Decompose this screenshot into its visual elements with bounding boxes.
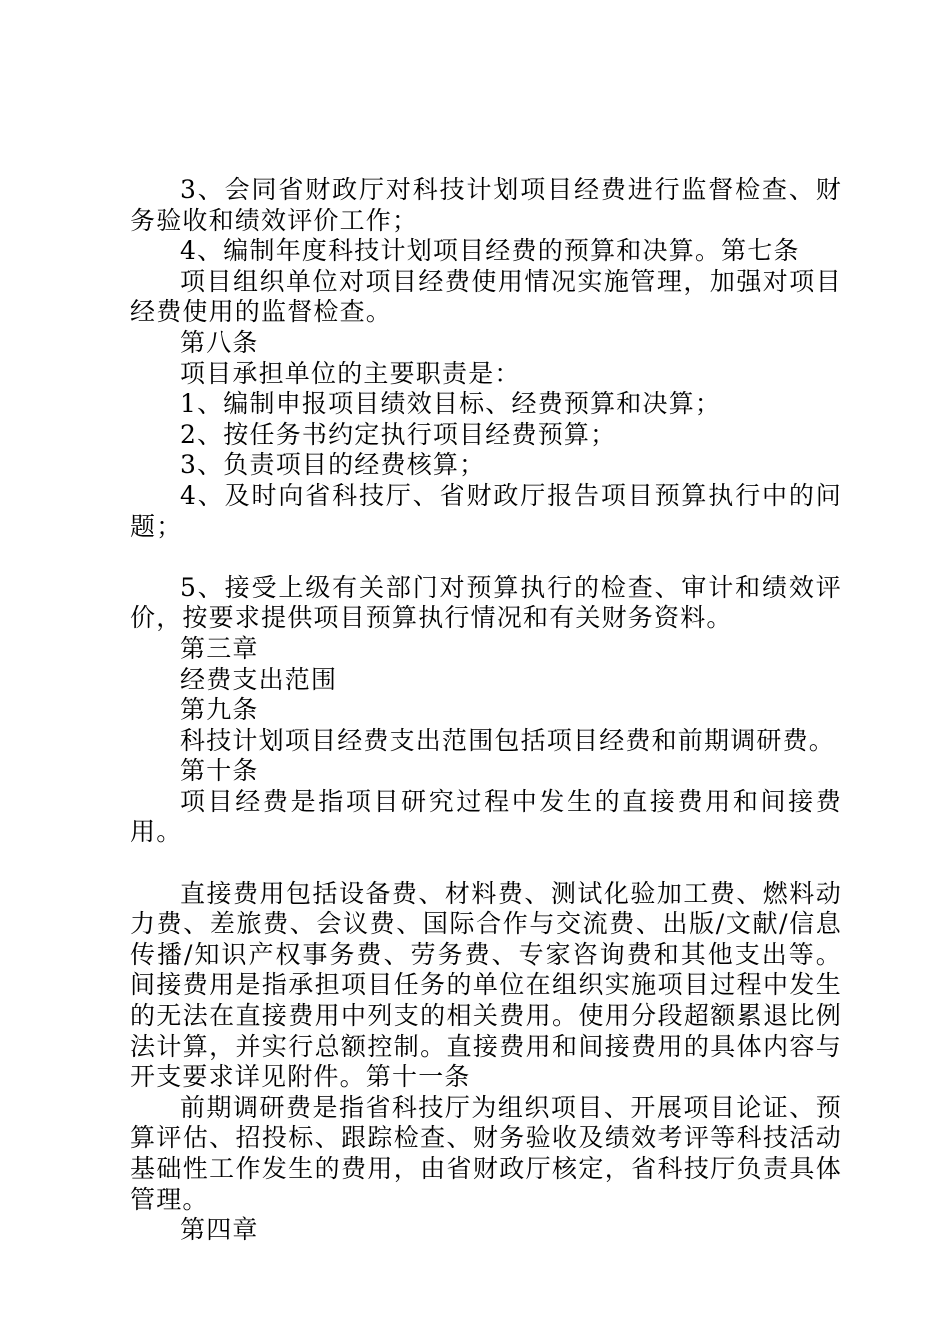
paragraph: 4、编制年度科技计划项目经费的预算和决算。第七条 xyxy=(180,236,800,266)
blank-line xyxy=(130,542,842,573)
article-heading: 第十条 xyxy=(180,756,259,786)
list-item: 1、编制申报项目绩效目标、经费预算和决算； xyxy=(180,389,722,419)
paragraph: 项目承担单位的主要职责是： xyxy=(180,358,521,388)
paragraph: 3、会同省财政厅对科技计划项目经费进行监督检查、财务验收和绩效评价工作； xyxy=(130,175,842,235)
paragraph: 科技计划项目经费支出范围包括项目经费和前期调研费。 xyxy=(180,725,836,755)
list-item: 4、及时向省科技厅、省财政厅报告项目预算执行中的问题； xyxy=(130,480,842,541)
article-heading: 第八条 xyxy=(180,327,259,357)
list-item: 3、负责项目的经费核算； xyxy=(180,450,486,480)
paragraph: 项目经费是指项目研究过程中发生的直接费用和间接费用。 xyxy=(130,786,842,847)
blank-line xyxy=(130,848,842,879)
chapter-heading: 第三章 xyxy=(180,633,259,663)
article-heading: 第九条 xyxy=(180,695,259,725)
list-item: 2、按任务书约定执行项目经费预算； xyxy=(180,419,617,449)
chapter-heading: 第四章 xyxy=(180,1215,259,1245)
chapter-title: 经费支出范围 xyxy=(180,664,338,694)
list-item: 5、接受上级有关部门对预算执行的检查、审计和绩效评价，按要求提供项目预算执行情况和有关财务资料。 xyxy=(130,572,842,633)
paragraph: 直接费用包括设备费、材料费、测试化验加工费、燃料动力费、差旅费、会议费、国际合作与交流费、出版/文献/信息传播/知识产权事务费、劳务费、专家咨询费和其他支出等。间接费用是指承担项目任务的单位在组织实施项目过程中发生的无法在直接费用中列支的相关费用。使用分段超额累退比例法计算，并实行总额控制。直接费用和间接费用的具体内容与开支要求详见附件。第十一条 xyxy=(130,878,842,1092)
paragraph: 前期调研费是指省科技厅为组织项目、开展项目论证、预算评估、招投标、跟踪检查、财务验收及绩效考评等科技活动基础性工作发生的费用，由省财政厅核定，省科技厅负责具体管理。 xyxy=(130,1092,842,1214)
paragraph: 项目组织单位对项目经费使用情况实施管理，加强对项目经费使用的监督检查。 xyxy=(130,266,842,327)
document-body xyxy=(130,175,842,1246)
